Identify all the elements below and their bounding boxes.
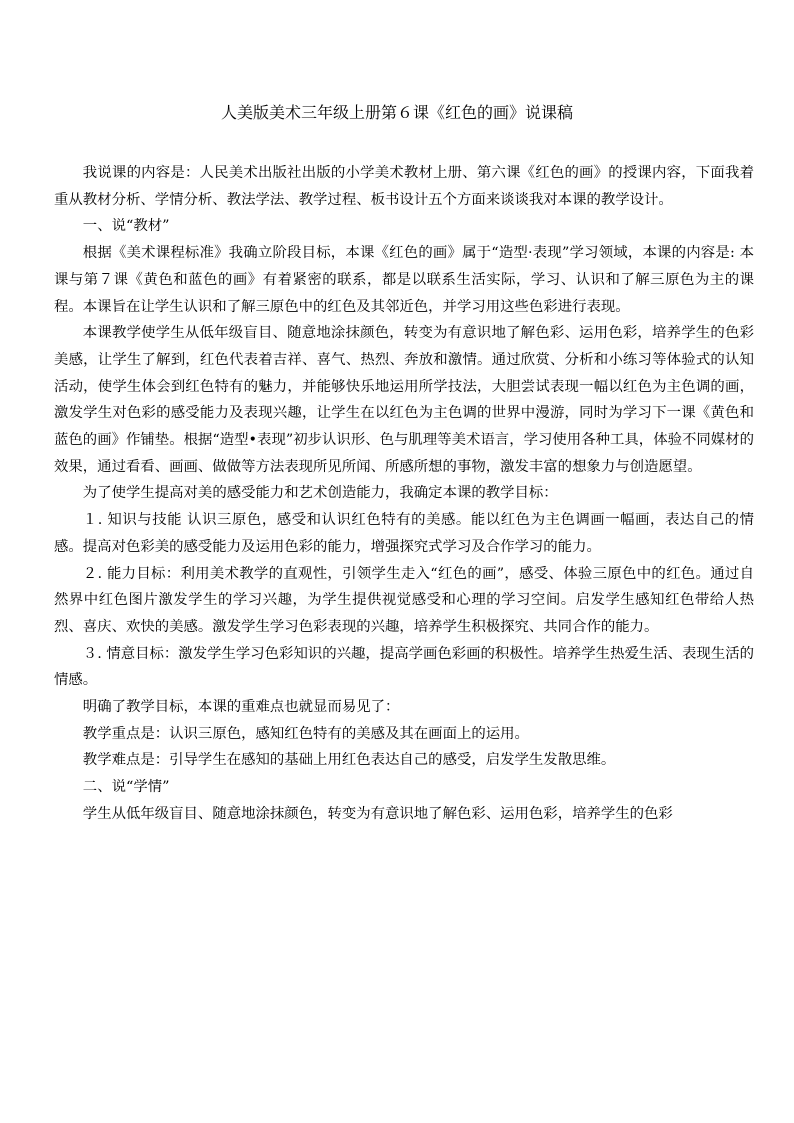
paragraph-difficult-point: 教学难点是：引导学生在感知的基础上用红色表达自己的感受，启发学生发散思维。 — [82, 752, 616, 769]
paragraph-key-points-intro: 明确了教学目标，本课的重难点也就显而易见了： — [82, 699, 400, 716]
document-body — [54, 160, 754, 828]
paragraph-key-point: 教学重点是：认识三原色，感知红色特有的美感及其在画面上的运用。 — [82, 725, 529, 742]
section-heading-students: 二、说“学情” — [82, 779, 170, 796]
paragraph-textbook-analysis: 根据《美术课程标准》我确立阶段目标，本课《红色的画》属于“造型·表现”学习领域，本课的内容是: 本课与第７课《黄色和蓝色的画》有着紧密的联系，都是以联系生活实际，学习、认识和了解三原色为主的课程。本课旨在让学生认识和了解三原色中的红色及其邻近色，并学习用这些色彩进行表现。 — [54, 245, 754, 315]
paragraph-objectives-intro: 为了使学生提高对美的感受能力和艺术创造能力，我确定本课的教学目标： — [82, 485, 558, 502]
section-heading-textbook: 一、说“教材” — [82, 218, 170, 235]
objective-ability: ２. 能力目标：利用美术教学的直观性，引领学生走入“红色的画”，感受、体验三原色中的红色。通过自然界中红色图片激发学生的学习兴趣，为学生提供视觉感受和心理的学习空间。启发学生感知红色带给人热烈、喜庆、欢快的美感。激发学生学习色彩表现的兴趣，培养学生积极探究、共同合作的能力。 — [54, 565, 754, 635]
objective-knowledge-skills: １. 知识与技能 认识三原色，感受和认识红色特有的美感。能以红色为主色调画一幅画，表达自己的情感。提高对色彩美的感受能力及运用色彩的能力，增强探究式学习及合作学习的能力。 — [54, 512, 754, 555]
document-title: 人美版美术三年级上册第６课《红色的画》说课稿 — [220, 103, 573, 122]
paragraph-intro: 我说课的内容是：人民美术出版社出版的小学美术教材上册、第六课《红色的画》的授课内容，下面我着重从教材分析、学情分析、教法学法、教学过程、板书设计五个方面来谈谈我对本课的教学设计。 — [54, 165, 754, 208]
objective-emotion: ３. 情意目标：激发学生学习色彩知识的兴趣，提高学画色彩画的积极性。培养学生热爱生活、表现生活的情感。 — [54, 645, 754, 689]
paragraph-teaching-purpose: 本课教学使学生从低年级盲目、随意地涂抹颜色，转变为有意识地了解色彩、运用色彩，培养学生的色彩美感，让学生了解到，红色代表着吉祥、喜气、热烈、奔放和激情。通过欣赏、分析和小练习等体验式的认知活动，使学生体会到红色特有的魅力，并能够快乐地运用所学技法，大胆尝试表现一幅以红色为主色调的画，激发学生对色彩的感受能力及表现兴趣，让学生在以红色为主色调的世界中漫游，同时为学习下一课《黄色和蓝色的画》作铺垫。根据“造型•表现”初步认识形、色与肌理等美术语言，学习使用各种工具，体验不同媒材的效果，通过看看、画画、做做等方法表现所见所闻、所感所想的事物，激发丰富的想象力与创造愿望。 — [54, 325, 754, 475]
paragraph-students-analysis: 学生从低年级盲目、随意地涂抹颜色，转变为有意识地了解色彩、运用色彩，培养学生的色彩 — [82, 805, 673, 822]
